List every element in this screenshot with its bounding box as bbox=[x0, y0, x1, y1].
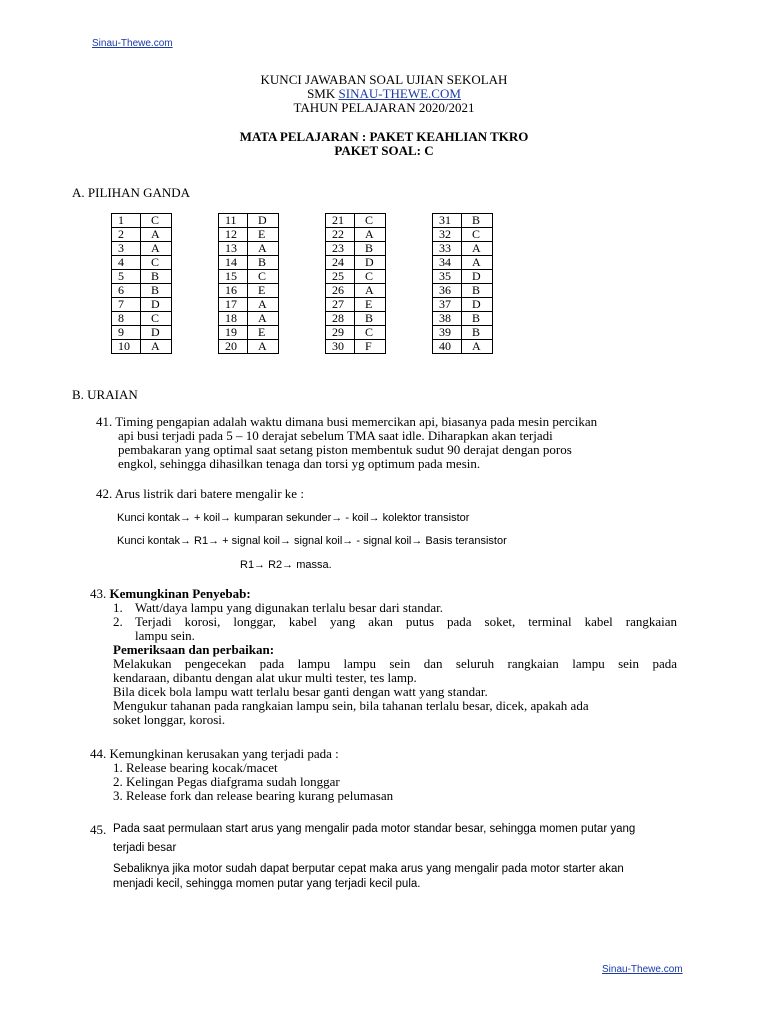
q44-item-1: 1. Release bearing kocak/macet bbox=[113, 760, 278, 775]
answer-letter: B bbox=[355, 312, 386, 326]
answer-row bbox=[219, 284, 279, 298]
answer-row bbox=[112, 256, 172, 270]
answer-letter: F bbox=[355, 340, 386, 354]
q43-p1-b: kendaraan, dibantu dengan alat ukur multi tester, tes lamp. bbox=[113, 670, 417, 685]
q43-cause-title: Kemungkinan Penyebab: bbox=[109, 586, 251, 601]
answer-number: 38 bbox=[433, 312, 462, 326]
header-school-link[interactable]: SINAU-THEWE.COM bbox=[338, 86, 461, 101]
answer-number: 31 bbox=[433, 214, 462, 228]
answer-row bbox=[112, 298, 172, 312]
answer-letter: E bbox=[248, 326, 279, 340]
answer-number: 14 bbox=[219, 256, 248, 270]
answer-letter: D bbox=[141, 326, 172, 340]
q45-number: 45. bbox=[90, 822, 107, 837]
header-line-1: KUNCI JAWABAN SOAL UJIAN SEKOLAH bbox=[260, 72, 508, 87]
answer-row bbox=[112, 270, 172, 284]
answer-number: 20 bbox=[219, 340, 248, 354]
answer-row bbox=[326, 228, 386, 242]
answer-letter: A bbox=[141, 228, 172, 242]
answer-table-2 bbox=[218, 213, 279, 354]
answer-row bbox=[326, 256, 386, 270]
header-line-2 bbox=[0, 87, 768, 101]
q43-p2: Bila dicek bola lampu watt terlalu besar ganti dengan watt yang standar. bbox=[113, 684, 488, 699]
q41-line-1: Timing pengapian adalah waktu dimana busi memercikan api, biasanya pada mesin percikan bbox=[115, 414, 598, 429]
answer-number: 39 bbox=[433, 326, 462, 340]
answer-row bbox=[112, 214, 172, 228]
section-a-heading: A. PILIHAN GANDA bbox=[72, 185, 191, 200]
q43-p1-a: Melakukan pengecekan pada lampu lampu sein dan seluruh rangkaian lampu sein pada bbox=[113, 656, 677, 671]
q44-item-3: 3. Release fork dan release bearing kurang pelumasan bbox=[113, 788, 394, 803]
answer-letter: C bbox=[141, 312, 172, 326]
answer-letter: A bbox=[248, 340, 279, 354]
answer-number: 40 bbox=[433, 340, 462, 354]
answer-letter: B bbox=[355, 242, 386, 256]
answer-row bbox=[219, 298, 279, 312]
answer-row bbox=[326, 312, 386, 326]
answer-letter: D bbox=[462, 270, 493, 284]
answer-number: 17 bbox=[219, 298, 248, 312]
answer-number: 24 bbox=[326, 256, 355, 270]
q43-item-2-number: 2. bbox=[113, 614, 123, 629]
q43-item-2 bbox=[113, 615, 677, 629]
answer-letter: C bbox=[141, 256, 172, 270]
q41-line-3: pembakaran yang optimal saat setang piston membentuk sudut 90 derajat dengan poros bbox=[118, 442, 572, 457]
answer-row bbox=[219, 256, 279, 270]
answer-number: 26 bbox=[326, 284, 355, 298]
answer-number: 12 bbox=[219, 228, 248, 242]
answer-number: 33 bbox=[433, 242, 462, 256]
answer-number: 18 bbox=[219, 312, 248, 326]
q42-flow-3: R1→ R2→ massa. bbox=[240, 559, 332, 571]
answer-number: 7 bbox=[112, 298, 141, 312]
answer-letter: B bbox=[462, 214, 493, 228]
answer-table-4 bbox=[432, 213, 493, 354]
answer-row bbox=[326, 340, 386, 354]
answer-number: 37 bbox=[433, 298, 462, 312]
answer-letter: C bbox=[248, 270, 279, 284]
answer-table-3 bbox=[325, 213, 386, 354]
answer-row bbox=[112, 242, 172, 256]
answer-number: 3 bbox=[112, 242, 141, 256]
q43-item-1-text: Watt/daya lampu yang digunakan terlalu besar dari standar. bbox=[135, 600, 443, 615]
answer-row bbox=[433, 312, 493, 326]
answer-number: 21 bbox=[326, 214, 355, 228]
answer-row bbox=[326, 298, 386, 312]
answer-number: 22 bbox=[326, 228, 355, 242]
answer-row bbox=[433, 214, 493, 228]
answer-row bbox=[219, 270, 279, 284]
answer-letter: C bbox=[141, 214, 172, 228]
q42-intro: 42. Arus listrik dari batere mengalir ke : bbox=[96, 486, 304, 501]
q45-line-1: Pada saat permulaan start arus yang mengalir pada motor standar besar, sehingga momen putar yang bbox=[113, 823, 636, 835]
answer-letter: D bbox=[248, 214, 279, 228]
q43-repair-title: Pemeriksaan dan perbaikan: bbox=[113, 642, 275, 657]
answer-letter: A bbox=[355, 284, 386, 298]
answer-letter: B bbox=[141, 270, 172, 284]
answer-letter: A bbox=[355, 228, 386, 242]
answer-number: 35 bbox=[433, 270, 462, 284]
answer-number: 27 bbox=[326, 298, 355, 312]
answer-number: 6 bbox=[112, 284, 141, 298]
q42-flow-1: Kunci kontak→ + koil→ kumparan sekunder→ - koil→ kolektor transistor bbox=[117, 512, 470, 524]
answer-row bbox=[219, 214, 279, 228]
answer-number: 36 bbox=[433, 284, 462, 298]
q43-body bbox=[113, 601, 677, 727]
answer-letter: C bbox=[355, 326, 386, 340]
answer-row bbox=[219, 340, 279, 354]
answer-number: 9 bbox=[112, 326, 141, 340]
answer-number: 11 bbox=[219, 214, 248, 228]
answer-number: 1 bbox=[112, 214, 141, 228]
q45-line-2: terjadi besar bbox=[113, 842, 177, 854]
answer-row bbox=[219, 228, 279, 242]
header-package: PAKET SOAL: C bbox=[334, 143, 434, 158]
answer-number: 5 bbox=[112, 270, 141, 284]
answer-number: 16 bbox=[219, 284, 248, 298]
answer-letter: B bbox=[462, 312, 493, 326]
answer-number: 2 bbox=[112, 228, 141, 242]
header-school-prefix: SMK bbox=[307, 86, 339, 101]
answer-number: 10 bbox=[112, 340, 141, 354]
answer-row bbox=[433, 270, 493, 284]
answer-letter: E bbox=[248, 284, 279, 298]
answer-letter: C bbox=[355, 270, 386, 284]
q45-line-4: menjadi kecil, sehingga momen putar yang terjadi kecil pula. bbox=[113, 878, 421, 890]
q43-heading bbox=[90, 587, 251, 601]
q43-number: 43. bbox=[90, 586, 110, 601]
answer-number: 13 bbox=[219, 242, 248, 256]
q44-intro: 44. Kemungkinan kerusakan yang terjadi pada : bbox=[90, 746, 339, 761]
question-41 bbox=[96, 415, 686, 471]
answer-row bbox=[433, 340, 493, 354]
section-b-heading: B. URAIAN bbox=[72, 387, 138, 402]
answer-letter: B bbox=[248, 256, 279, 270]
answer-letter: B bbox=[462, 284, 493, 298]
answer-row bbox=[326, 242, 386, 256]
answer-letter: A bbox=[248, 242, 279, 256]
answer-row bbox=[433, 298, 493, 312]
answer-number: 8 bbox=[112, 312, 141, 326]
answer-letter: D bbox=[141, 298, 172, 312]
answer-row bbox=[219, 326, 279, 340]
bottom-site-link[interactable]: Sinau-Thewe.com bbox=[602, 964, 683, 975]
top-site-link[interactable]: Sinau-Thewe.com bbox=[92, 38, 173, 49]
q43-item-1-number: 1. bbox=[113, 600, 123, 615]
answer-number: 15 bbox=[219, 270, 248, 284]
answer-letter: C bbox=[355, 214, 386, 228]
answer-row bbox=[112, 284, 172, 298]
answer-letter: E bbox=[355, 298, 386, 312]
q42-flow-2: Kunci kontak→ R1→ + signal koil→ signal koil→ - signal koil→ Basis teransistor bbox=[117, 535, 507, 547]
answer-letter: C bbox=[462, 228, 493, 242]
answer-letter: D bbox=[355, 256, 386, 270]
q43-p3-a: Mengukur tahanan pada rangkaian lampu sein, bila tahanan terlalu besar, dicek, apakah ada bbox=[113, 698, 589, 713]
answer-number: 34 bbox=[433, 256, 462, 270]
q43-p3-b: soket longgar, korosi. bbox=[113, 712, 226, 727]
q41-line-2: api busi terjadi pada 5 – 10 derajat sebelum TMA saat idle. Diharapkan akan terjadi bbox=[118, 428, 553, 443]
question-44 bbox=[90, 747, 393, 803]
answer-letter: A bbox=[141, 340, 172, 354]
answer-row bbox=[433, 256, 493, 270]
answer-number: 32 bbox=[433, 228, 462, 242]
answer-row bbox=[112, 312, 172, 326]
q43-item-2-text: Terjadi korosi, longgar, kabel yang akan putus pada soket, terminal kabel rangkaian bbox=[135, 614, 677, 629]
answer-letter: A bbox=[248, 312, 279, 326]
q43-item-1 bbox=[113, 601, 677, 615]
answer-letter: A bbox=[141, 242, 172, 256]
answer-number: 4 bbox=[112, 256, 141, 270]
answer-number: 28 bbox=[326, 312, 355, 326]
answer-row bbox=[219, 242, 279, 256]
answer-row bbox=[112, 340, 172, 354]
q45-line-3: Sebaliknya jika motor sudah dapat berputar cepat maka arus yang mengalir pada motor starter akan bbox=[113, 863, 624, 875]
answer-letter: A bbox=[462, 242, 493, 256]
answer-row bbox=[219, 312, 279, 326]
answer-letter: A bbox=[462, 340, 493, 354]
answer-row bbox=[433, 228, 493, 242]
answer-letter: E bbox=[248, 228, 279, 242]
answer-table-1 bbox=[111, 213, 172, 354]
header-subject: MATA PELAJARAN : PAKET KEAHLIAN TKRO bbox=[239, 129, 529, 144]
answer-number: 25 bbox=[326, 270, 355, 284]
answer-row bbox=[112, 228, 172, 242]
answer-row bbox=[433, 326, 493, 340]
answer-number: 29 bbox=[326, 326, 355, 340]
answer-row bbox=[112, 326, 172, 340]
q44-item-2: 2. Kelingan Pegas diafgrama sudah longgar bbox=[113, 774, 340, 789]
q41-line-4: engkol, sehingga dihasilkan tenaga dan torsi yg optimum pada mesin. bbox=[118, 456, 481, 471]
answer-number: 19 bbox=[219, 326, 248, 340]
answer-row bbox=[433, 284, 493, 298]
answer-row bbox=[326, 214, 386, 228]
answer-letter: D bbox=[462, 298, 493, 312]
header-line-3: TAHUN PELAJARAN 2020/2021 bbox=[293, 100, 475, 115]
answer-row bbox=[326, 326, 386, 340]
answer-row bbox=[433, 242, 493, 256]
answer-letter: A bbox=[462, 256, 493, 270]
answer-number: 23 bbox=[326, 242, 355, 256]
answer-letter: B bbox=[462, 326, 493, 340]
answer-row bbox=[326, 270, 386, 284]
answer-number: 30 bbox=[326, 340, 355, 354]
q41-number: 41. bbox=[96, 414, 113, 429]
answer-letter: A bbox=[248, 298, 279, 312]
answer-row bbox=[326, 284, 386, 298]
answer-letter: B bbox=[141, 284, 172, 298]
q43-item-2-cont: lampu sein. bbox=[135, 628, 195, 643]
